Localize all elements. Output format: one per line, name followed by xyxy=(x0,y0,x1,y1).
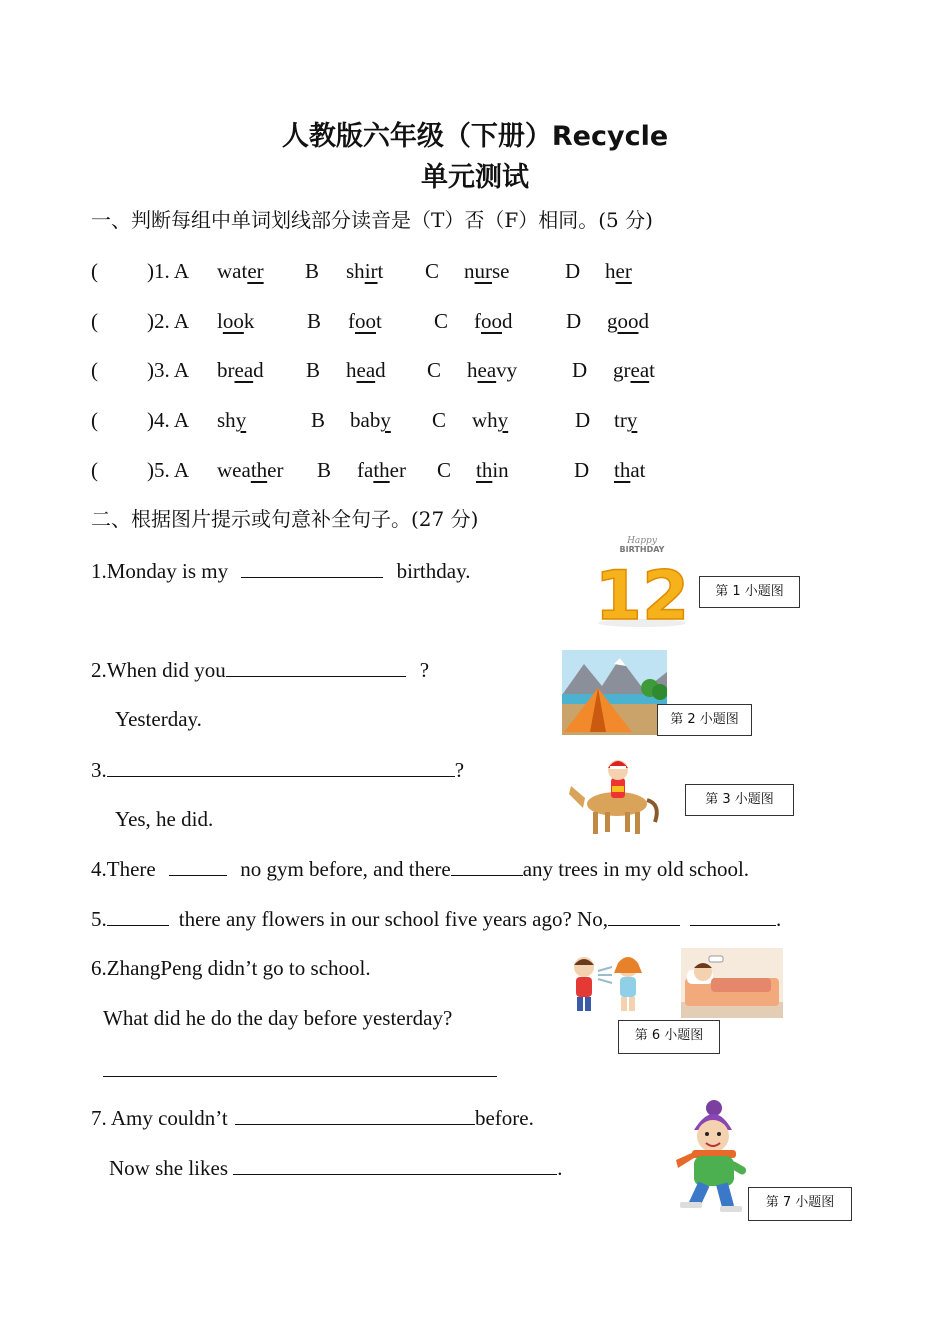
answer-paren[interactable]: ( xyxy=(91,309,98,333)
figure-7-label: 第 7 小题图 xyxy=(748,1187,852,1221)
option-a-word-post: d xyxy=(253,358,264,382)
answer-paren[interactable]: ( xyxy=(91,458,98,482)
option-b-word-post: t xyxy=(376,309,382,333)
q4-prefix: 4.There xyxy=(91,857,156,881)
option-d-word xyxy=(605,256,632,286)
question-2 xyxy=(91,654,429,685)
option-d-letter: D xyxy=(566,309,582,333)
sick-in-bed-image xyxy=(681,948,783,1018)
option-c-word xyxy=(474,306,513,336)
option-b-letter: B xyxy=(311,408,326,432)
option-c-word-u: y xyxy=(497,408,509,432)
option-d-word-u: ea xyxy=(630,358,650,382)
ice-skating-image xyxy=(652,1094,758,1218)
figure-3-label: 第 3 小题图 xyxy=(685,784,794,816)
option-b-word-u: y xyxy=(380,408,391,432)
q5-prefix: 5. xyxy=(91,907,107,931)
q5-middle: there any flowers in our school five years ago? No, xyxy=(178,907,608,931)
option-b-word-u: th xyxy=(373,458,390,482)
option-d-word xyxy=(607,306,649,336)
phonics-row xyxy=(0,256,950,286)
option-b-word-pre: f xyxy=(348,309,355,333)
option-a-word-u: y xyxy=(235,408,247,432)
option-c-word-pre: h xyxy=(467,358,478,382)
option-a-word-pre: wea xyxy=(217,458,251,482)
option-c-letter: C xyxy=(427,358,442,382)
option-a-word xyxy=(217,306,254,336)
option-c-letter: C xyxy=(432,408,447,432)
option-a-word-post: er xyxy=(267,458,284,482)
option-b-word xyxy=(350,405,391,435)
option-b-word-pre: fa xyxy=(357,458,374,482)
option-d-word-u: er xyxy=(615,259,632,283)
q7-prefix: 7. Amy couldn’t xyxy=(91,1106,228,1130)
option-d-word-u: oo xyxy=(617,309,639,333)
option-d-letter: D xyxy=(565,259,581,283)
question-number: )5. A xyxy=(147,458,189,482)
option-b-word-u: ir xyxy=(364,259,378,283)
option-d-word xyxy=(614,405,637,435)
option-b-word-u: ea xyxy=(356,358,376,382)
phonics-row xyxy=(0,306,950,336)
question-number: )3. A xyxy=(147,358,189,382)
question-6: 6.ZhangPeng didn’t go to school. xyxy=(91,956,371,980)
q1-prefix: 1.Monday is my xyxy=(91,559,229,583)
option-b-letter: B xyxy=(305,259,320,283)
answer-paren[interactable]: ( xyxy=(91,259,98,283)
option-c-word-pre: n xyxy=(464,259,475,283)
question-5 xyxy=(91,903,781,934)
option-c-word-post: d xyxy=(502,309,513,333)
option-c-word-u: th xyxy=(476,458,493,482)
q2-blank[interactable] xyxy=(226,654,406,677)
q3-prefix: 3. xyxy=(91,758,107,782)
option-c-word xyxy=(472,405,508,435)
figure-1-label: 第 1 小题图 xyxy=(699,576,800,608)
option-b-word-pre: h xyxy=(346,358,357,382)
section2-heading: 二、根据图片提示或句意补全句子。(27 分) xyxy=(91,507,479,531)
option-d-letter: D xyxy=(575,408,591,432)
q7-line2 xyxy=(109,1152,563,1183)
option-d-word-pre: g xyxy=(607,309,618,333)
q7-line2-suffix: . xyxy=(557,1156,563,1180)
option-b-word-post: d xyxy=(375,358,386,382)
question-3 xyxy=(91,754,464,785)
page-title: 人教版六年级（下册）Recycle xyxy=(281,121,669,152)
option-b-letter: B xyxy=(307,309,322,333)
option-d-word xyxy=(614,455,646,485)
page-subtitle: 单元测试 xyxy=(421,162,529,193)
q1-blank[interactable] xyxy=(241,555,383,578)
option-b-word-post: er xyxy=(389,458,406,482)
q4-blank-1[interactable] xyxy=(169,853,227,876)
option-d-word-u: th xyxy=(614,458,631,482)
question-number: )1. A xyxy=(147,259,189,283)
option-c-letter: C xyxy=(434,309,449,333)
horse-riding-image xyxy=(565,752,665,838)
q2-answer: Yesterday. xyxy=(115,707,202,731)
q4-blank-2[interactable] xyxy=(451,853,523,876)
option-c-word-u: ea xyxy=(477,358,497,382)
option-c-word xyxy=(467,355,517,385)
q4-suffix: any trees in my old school. xyxy=(522,857,750,881)
question-number: )4. A xyxy=(147,408,189,432)
q6-question: What did he do the day before yesterday? xyxy=(103,1006,453,1030)
answer-paren[interactable]: ( xyxy=(91,358,98,382)
q7-blank-1[interactable] xyxy=(235,1102,475,1125)
q2-suffix: ? xyxy=(419,658,430,682)
q4-middle: no gym before, and there xyxy=(240,857,451,881)
option-b-word-u: oo xyxy=(355,309,376,333)
figure-6-label: 第 6 小题图 xyxy=(618,1020,720,1054)
option-d-letter: D xyxy=(572,358,588,382)
option-b-word-pre: sh xyxy=(346,259,365,283)
answer-paren[interactable]: ( xyxy=(91,408,98,432)
option-d-word-u: y xyxy=(626,408,638,432)
option-d-word-post: at xyxy=(630,458,646,482)
phonics-row xyxy=(0,455,950,485)
q5-suffix: . xyxy=(775,907,782,931)
option-a-word-u: th xyxy=(250,458,268,482)
q5-blank-2[interactable] xyxy=(608,903,680,926)
option-b-word-post: t xyxy=(377,259,384,283)
phonics-row xyxy=(0,355,950,385)
question-7 xyxy=(91,1102,534,1133)
option-c-letter: C xyxy=(425,259,440,283)
option-b-word xyxy=(357,455,406,485)
q5-blank-1[interactable] xyxy=(107,903,169,926)
option-d-word-pre: h xyxy=(605,259,616,283)
option-d-word-pre: gr xyxy=(613,358,631,382)
option-a-word xyxy=(217,405,246,435)
question-number: )2. A xyxy=(147,309,189,333)
option-d-word-post: d xyxy=(638,309,649,333)
cake-text: BIRTHDAY xyxy=(619,545,665,554)
question-1 xyxy=(91,555,470,586)
sneezing-kids-image xyxy=(562,953,660,1015)
q3-suffix: ? xyxy=(454,758,465,782)
option-c-word-pre: wh xyxy=(472,408,498,432)
option-d-letter: D xyxy=(574,458,590,482)
option-d-word-pre: tr xyxy=(614,408,627,432)
option-b-word xyxy=(346,355,386,385)
option-c-word-post: se xyxy=(492,259,510,283)
q2-prefix: 2.When did you xyxy=(91,658,226,682)
option-a-word-u: ea xyxy=(234,358,254,382)
option-a-word-u: oo xyxy=(222,309,244,333)
phonics-row xyxy=(0,405,950,435)
option-c-word xyxy=(476,455,509,485)
option-c-word-post: in xyxy=(492,458,509,482)
birthday-12-image xyxy=(592,533,692,629)
q1-suffix: birthday. xyxy=(396,559,471,583)
q7-blank-2[interactable] xyxy=(233,1152,557,1175)
q5-blank-3[interactable] xyxy=(690,903,776,926)
option-b-word xyxy=(348,306,382,336)
cake-top-text: Happy xyxy=(627,536,657,546)
section1-heading: 一、判断每组中单词划线部分读音是（T）否（F）相同。(5 分) xyxy=(91,208,653,232)
option-c-word-pre: f xyxy=(474,309,481,333)
birthday-number: 12 xyxy=(594,557,690,629)
option-c-word xyxy=(464,256,510,286)
option-c-word-post: vy xyxy=(496,358,518,382)
option-a-word-pre: l xyxy=(217,309,223,333)
figure-2-label: 第 2 小题图 xyxy=(657,704,752,736)
option-a-word-pre: br xyxy=(217,358,235,382)
q7-suffix: before. xyxy=(474,1106,534,1130)
option-d-word-post: t xyxy=(649,358,655,382)
option-a-word-pre: sh xyxy=(217,408,236,432)
q3-answer: Yes, he did. xyxy=(115,807,214,831)
option-d-word xyxy=(613,355,655,385)
q6-answer-blank[interactable] xyxy=(103,1054,497,1077)
option-a-word-u: er xyxy=(247,259,264,283)
option-c-word-u: oo xyxy=(481,309,502,333)
option-b-letter: B xyxy=(306,358,321,382)
question-4 xyxy=(91,853,749,884)
q7-line2-prefix: Now she likes xyxy=(109,1156,228,1180)
option-c-letter: C xyxy=(437,458,452,482)
camping-tent-image xyxy=(562,650,667,735)
option-b-letter: B xyxy=(317,458,332,482)
option-c-word-u: ur xyxy=(474,259,492,283)
option-a-word xyxy=(217,455,283,485)
option-a-word-pre: wat xyxy=(217,259,248,283)
option-b-word-pre: bab xyxy=(350,408,381,432)
option-a-word xyxy=(217,256,264,286)
q3-blank[interactable] xyxy=(107,754,455,777)
option-b-word xyxy=(346,256,383,286)
option-a-word-post: k xyxy=(243,309,255,333)
option-a-word xyxy=(217,355,264,385)
